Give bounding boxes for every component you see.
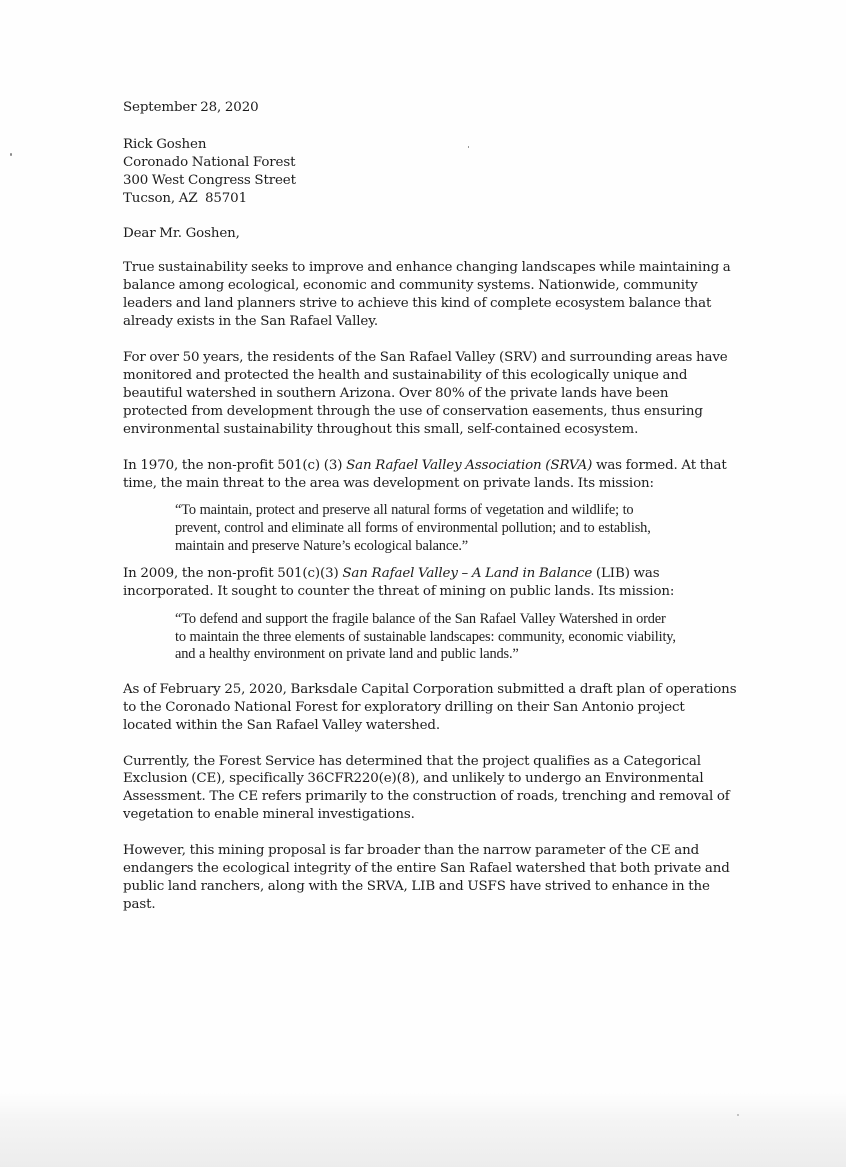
scan-shadow: [0, 1092, 846, 1167]
salutation: Dear Mr. Goshen,: [123, 225, 240, 241]
srva-org-name: San Rafael Valley Association (SRVA): [346, 457, 593, 473]
letter-date: September 28, 2020: [123, 100, 259, 115]
srva-text-before: In 1970, the non-profit 501(c) (3): [123, 457, 347, 473]
paragraph-sustainability: True sustainability seeks to improve and enhance changing landscapes while maintaining a balance among ecological, economic and community systems. Nationwide, community leaders and land planners strive to achieve this kind of complete ecosystem balance that already exists in the San Rafael Valley.: [123, 260, 731, 330]
recipient-street: 300 West Congress Street: [123, 172, 296, 188]
srva-text-after: was formed. At that time, the main threat to the area was development on private lands. Its mission:: [123, 457, 727, 491]
paragraph-barksdale: As of February 25, 2020, Barksdale Capital Corporation submitted a draft plan of operations to the Coronado National Forest for exploratory drilling on their San Antonio project located within the San Rafael Valley watershed.: [123, 681, 737, 733]
letter-body: [123, 99, 738, 932]
recipient-city-state-zip: Tucson, AZ 85701: [123, 190, 247, 206]
scan-speck: [10, 153, 12, 156]
paragraph-history: For over 50 years, the residents of the San Rafael Valley (SRV) and surrounding areas have monitored and protected the health and sustainability of this ecologically unique and beautiful watershed in southern Arizona. Over 80% of the private lands have been protected from development through the use of conservation easements, thus ensuring environmental sustainability throughout this small, self-contained ecosystem.: [123, 350, 728, 437]
srva-mission-quote: “To maintain, protect and preserve all natural forms of vegetation and wildlife; to prevent, control and eliminate all forms of environmental pollution; and to establish, maintain and preserve Nature’s ecological balance.”: [175, 502, 651, 554]
paragraph-srva: [123, 457, 738, 493]
paragraph-lib: [123, 565, 738, 601]
recipient-organization: Coronado National Forest: [123, 154, 296, 170]
lib-org-name: San Rafael Valley – A Land in Balance: [342, 566, 593, 582]
lib-text-before: In 2009, the non-profit 501(c)(3): [123, 566, 343, 582]
lib-text-after: (LIB) was incorporated. It sought to counter the threat of mining on public lands. Its mission:: [123, 566, 675, 600]
lib-mission-quote: “To defend and support the fragile balance of the San Rafael Valley Watershed in order to maintain the three elements of sustainable landscapes: community, economic viability, and a healthy environment on private land and public lands.”: [175, 611, 676, 663]
paragraph-categorical-exclusion: Currently, the Forest Service has determined that the project qualifies as a Categorical Exclusion (CE), specifically 36CFR220(e)(8), and unlikely to undergo an Environmental Assessment. The CE refers primarily to the construction of roads, trenching and removal of vegetation to enable mineral investigations.: [123, 753, 730, 823]
paragraph-mining-proposal: However, this mining proposal is far broader than the narrow parameter of the CE and endangers the ecological integrity of the entire San Rafael watershed that both private and public land ranchers, along with the SRVA, LIB and USFS have strived to enhance in the past.: [123, 843, 730, 912]
recipient-address: [123, 136, 738, 208]
recipient-name: Rick Goshen: [123, 136, 207, 152]
